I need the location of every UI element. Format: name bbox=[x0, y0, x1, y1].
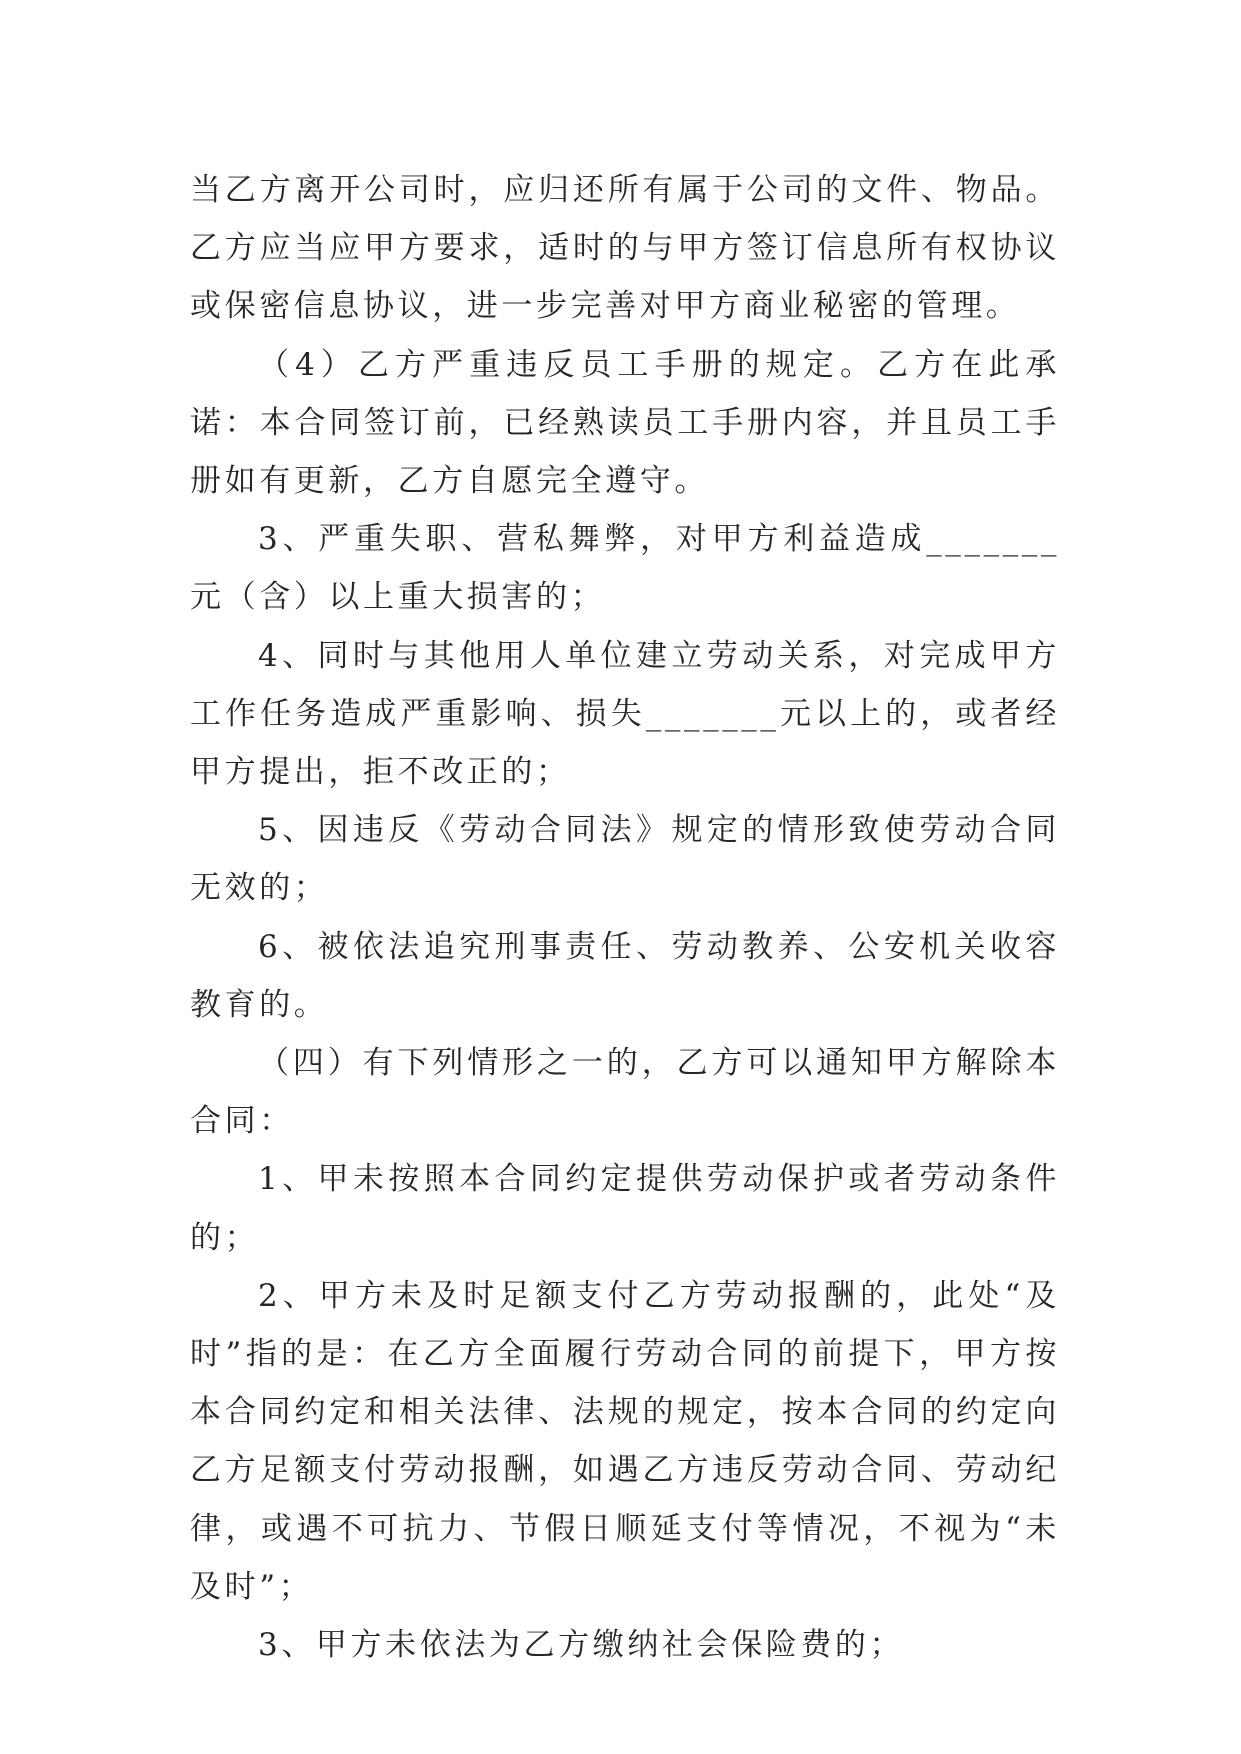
paragraph-return-items: 当乙方离开公司时，应归还所有属于公司的文件、物品。乙方应当应甲方要求，适时的与甲方签订信息所有权协议或保密信息协议，进一步完善对甲方商业秘密的管理。 bbox=[190, 172, 1060, 325]
paragraph-item-6-criminal-liability: 6、被依法追究刑事责任、劳动教养、公安机关收容教育的。 bbox=[190, 928, 1060, 1023]
section-heading-employee-termination: （四）有下列情形之一的，乙方可以通知甲方解除本合同： bbox=[190, 1045, 1060, 1140]
paragraph-item-3-social-insurance: 3、甲方未依法为乙方缴纳社会保险费的； bbox=[258, 1627, 905, 1664]
paragraph-item-5-invalid-contract: 5、因违反《劳动合同法》规定的情形致使劳动合同无效的； bbox=[190, 812, 1060, 907]
document-body bbox=[190, 161, 1060, 1674]
paragraph-item-1-labor-protection: 1、甲未按照本合同约定提供劳动保护或者劳动条件的； bbox=[190, 1161, 1060, 1256]
paragraph-employee-handbook: （4）乙方严重违反员工手册的规定。乙方在此承诺：本合同签订前，已经熟读员工手册内容，并且员工手册如有更新，乙方自愿完全遵守。 bbox=[190, 346, 1060, 500]
paragraph-item-2-timely-payment: 2、甲方未及时足额支付乙方劳动报酬的，此处“及时”指的是：在乙方全面履行劳动合同的前提下，甲方按本合同约定和相关法律、法规的规定，按本合同的约定向乙方足额支付劳动报酬，如遇乙方违反劳动合同、劳动纪律，或遇不可抗力、节假日顺延支付等情况，不视为“未及时”； bbox=[190, 1277, 1060, 1605]
paragraph-item-4-dual-employment: 4、同时与其他用人单位建立劳动关系，对完成甲方工作任务造成严重影响、损失_______元以上的，或者经甲方提出，拒不改正的； bbox=[190, 637, 1060, 791]
paragraph-item-3-negligence: 3、严重失职、营私舞弊，对甲方利益造成_______元（含）以上重大损害的； bbox=[190, 521, 1060, 616]
